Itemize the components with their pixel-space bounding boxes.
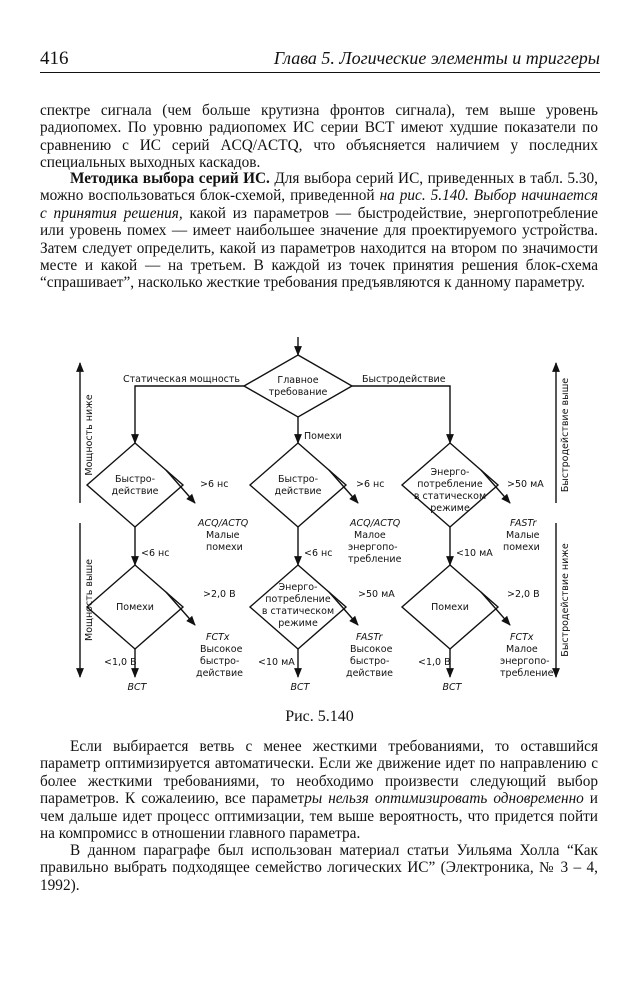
col3-d1-line-1: Энерго- (430, 467, 470, 478)
col2-d2-yes: >50 мА (358, 589, 395, 600)
branch-down-label: Помехи (304, 431, 342, 442)
page-header (40, 44, 600, 73)
col3-d1-line-2: потребление (417, 479, 483, 490)
col3-d1-result-line-3: помехи (503, 542, 540, 553)
col1-decision-1 (87, 443, 183, 527)
col1-d1-result-family: ACQ/ACTQ (198, 518, 249, 529)
col3-d1-yes: >50 мА (507, 479, 544, 490)
paragraph-2-part-c: какой из параметров — быстродействие, энергопотребление или уровень помех — имеет наибольшее значение для проектируемого устройства. Затем следует определить, какой из параметров находится на втором по значимости месте и какой — на третьем. В каждой из точек принятия решения блок-схема “спрашивает”, насколько жесткие требования предъявляются к данному параметру. (40, 204, 598, 292)
col2-d1-line-2: действие (274, 486, 322, 497)
col3-d1-no: <10 мА (456, 548, 493, 559)
col1-d2-result-line-3: быстро- (200, 656, 240, 667)
col2-d1-result-line-3: энергопо- (348, 542, 398, 553)
side-left-bottom-label: Мощность выше (84, 559, 95, 641)
col1-d2-result-line-2: Высокое (200, 644, 243, 655)
side-left-top-label: Мощность ниже (84, 394, 95, 476)
section-heading: Методика выбора серий ИС. (70, 170, 270, 187)
side-right-top-label: Быстродействие выше (560, 377, 571, 493)
col2-d1-yes-arrow (329, 470, 358, 503)
col1-d2-line-1: Помехи (116, 602, 154, 613)
col2-d2-line-1: Энерго- (278, 582, 318, 593)
flowchart-figure (0, 325, 639, 710)
paragraph-3 (40, 738, 598, 842)
col2-d2-no: <10 мА (258, 657, 295, 668)
col2-d2-line-2: потребление (265, 594, 331, 605)
col1-d1-result-line-2: Малые (206, 530, 240, 541)
paragraph-2 (40, 170, 598, 292)
col3-d2-yes-arrow (481, 592, 510, 625)
col2-d2-result-family: FASTr (356, 632, 383, 643)
col3-d1-result-family: FASTr (510, 518, 537, 529)
side-right-bottom-label: Быстродействие ниже (560, 543, 571, 657)
col1-d2-yes: >2,0 В (203, 589, 236, 600)
col2-d2-line-3: в статическом (261, 606, 335, 617)
main-decision-line-2: требование (268, 387, 328, 398)
col2-d2-result-line-3: быстро- (350, 656, 390, 667)
col1-d2-no: <1,0 В (104, 657, 137, 668)
paragraph-1: спектре сигнала (чем больше крутизна фронтов сигнала), тем выше уровень радиопомех. По уровню радиопомех ИС серии BCT имеют худшие показатели по сравнению с ИС серий ACQ/ACTQ, что объясняется наличием у последних специальных выходных каскадов. (40, 102, 598, 172)
col2-d2-result-line-2: Высокое (350, 644, 393, 655)
col3-d2-result-family: FCTx (510, 632, 534, 643)
col2-d2-line-4: режиме (278, 618, 318, 629)
col2-d1-result-family: ACQ/ACTQ (350, 518, 401, 529)
col1-d1-line-2: действие (111, 486, 159, 497)
flowchart (0, 325, 639, 710)
paragraph-3-part-a: Если выбирается ветвь с менее жесткими требованиями, то оставшийся параметр оптимизируется автоматически. Если же движение идет по направлению с более жесткими требованиями, то необходимо произвести следующий выбор параметров. К сожалеиию, все парамет (40, 738, 598, 808)
right-branch-line (352, 386, 450, 443)
col1-d1-yes-arrow (166, 470, 195, 503)
col1-d2-yes-arrow (166, 592, 195, 625)
col1-d2-result-line-4: действие (196, 668, 243, 679)
col1-d2-out: BCT (127, 682, 147, 693)
main-decision-line-1: Главное (277, 375, 319, 386)
col3-d2-out: BCT (442, 682, 462, 693)
running-title: Глава 5. Логические элементы и триггеры (273, 48, 600, 68)
col3-d1-result-line-2: Малые (506, 530, 540, 541)
col3-d2-result-line-4: требление (500, 668, 554, 679)
col3-d2-no: <1,0 В (418, 657, 451, 668)
paragraph-3-part-c: и чем дальше идет процесс оптимизации, тем выше вероятность, что придется пойти на компромисс в отношении главного параметра. (40, 790, 598, 843)
main-decision-diamond (244, 355, 352, 417)
col3-d2-result-line-2: Малое (506, 644, 538, 655)
col1-d1-yes: >6 нс (200, 479, 229, 490)
col1-d2-result-family: FCTx (206, 632, 230, 643)
branch-left-label: Статическая мощность (123, 374, 240, 385)
col2-d1-no: <6 нс (304, 548, 333, 559)
col2-d1-result-line-2: Малое (354, 530, 386, 541)
col1-d1-line-1: Быстро- (114, 474, 156, 485)
col2-d1-result-line-4: требление (348, 554, 402, 565)
paragraph-2-part-b: на рис. 5.140. Выбор начинается с принятия решения, (40, 187, 599, 222)
branch-right-label: Быстродействие (362, 374, 446, 385)
col3-d2-yes: >2,0 В (507, 589, 540, 600)
col2-d1-yes: >6 нс (356, 479, 385, 490)
page-number: 416 (40, 48, 69, 69)
left-branch-line (135, 386, 244, 443)
figure-caption: Рис. 5.140 (285, 708, 354, 725)
paragraph-3-part-b: ры нельзя оптимизировать одновременно (304, 790, 584, 808)
col3-d2-line-1: Помехи (431, 602, 469, 613)
col2-d2-out: BCT (290, 682, 310, 693)
col3-d1-line-4: режиме (430, 503, 470, 514)
paragraph-4: В данном параграфе был использован материал статьи Уильяма Холла “Как правильно выбрать подходящее семейство логических ИС” (Электроника, № 3 – 4, 1992). (40, 842, 598, 894)
col3-d1-line-3: в статическом (413, 491, 487, 502)
col3-d2-result-line-3: энергопо- (500, 656, 550, 667)
col2-decision-1 (250, 443, 346, 527)
paragraph-2-part-a: Для выбора серий ИС, приведенных в табл. 5.30, можно воспользоваться блок-схемой, приведенной (40, 170, 598, 205)
col2-d1-line-1: Быстро- (277, 474, 319, 485)
col1-d1-result-line-3: помехи (206, 542, 243, 553)
col1-d1-no: <6 нс (141, 548, 170, 559)
col2-d2-result-line-4: действие (346, 668, 393, 679)
